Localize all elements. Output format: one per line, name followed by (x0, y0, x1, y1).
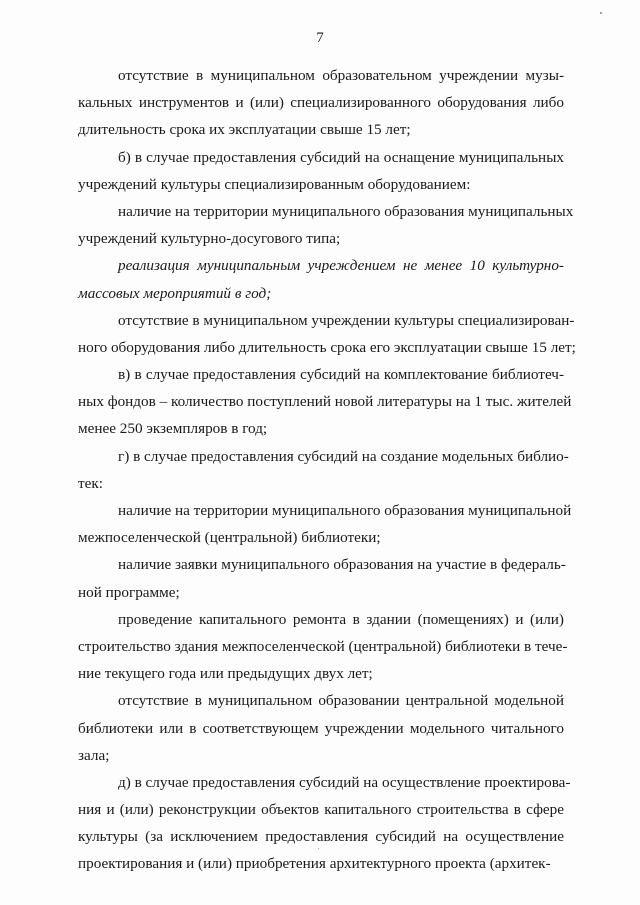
scan-speck (600, 12, 602, 14)
text-line: библиотеки или в соответствующем учреждении модельного читального (78, 719, 564, 737)
text-line: б) в случае предоставления субсидий на оснащение муниципальных (118, 148, 564, 166)
paragraph (78, 62, 564, 144)
text-line: наличие на территории муниципального образования муниципальной (118, 502, 572, 519)
paragraph (78, 497, 572, 551)
text-line: в) в случае предоставления субсидий на комплектование библиотеч- (118, 366, 564, 384)
paragraph (78, 687, 564, 769)
text-line: наличие на территории муниципального образования муниципальных (118, 202, 574, 220)
paragraph (78, 769, 571, 878)
document-body (78, 62, 576, 878)
text-line: тек: (78, 474, 103, 492)
text-line: учреждений культурно-досугового типа; (78, 230, 341, 248)
text-line: межпоселенческой (центральной) библиотеки; (78, 529, 381, 547)
text-line: ние текущего года или предыдущих двух лет; (78, 665, 373, 683)
text-line: массовых мероприятий в год; (78, 284, 272, 302)
text-line: менее 250 экземпляров в год; (78, 420, 268, 438)
paragraph (78, 198, 574, 252)
text-line: проведение капитального ремонта в здании (помещениях) и (или) (118, 610, 564, 628)
paragraph (78, 144, 564, 198)
text-line: отсутствие в муниципальном образовательном учреждении музы- (118, 67, 564, 84)
text-line: ных фондов – количество поступлений новой литературы на 1 тыс. жителей (78, 393, 572, 411)
text-line: д) в случае предоставления субсидий на осуществление проектирова- (118, 773, 571, 791)
text-line: проектирования и (или) приобретения архитектурного проекта (архитек- (78, 855, 551, 873)
paragraph (78, 252, 564, 306)
page-number: 7 (316, 30, 324, 46)
text-line: кальных инструментов и (или) специализированного оборудования либо (78, 94, 564, 112)
text-line: ния и (или) реконструкции объектов капитального строительства в сфере (78, 801, 564, 819)
paragraph (78, 551, 564, 605)
text-line: культуры (за исключением предоставления субсидий на осуществление (78, 828, 564, 846)
text-line: ного оборудования либо длительность срока его эксплуатации свыше 15 лет; (78, 338, 576, 356)
text-line: ной программе; (78, 583, 180, 601)
text-line: учреждений культуры специализированным оборудованием: (78, 175, 471, 193)
scan-speck (318, 848, 319, 849)
paragraph (78, 606, 568, 688)
text-line: зала; (78, 746, 110, 764)
text-line: длительность срока их эксплуатации свыше 15 лет; (78, 121, 411, 139)
paragraph (78, 443, 569, 497)
text-line: реализация муниципальным учреждением не менее 10 культурно- (118, 257, 564, 275)
text-line: отсутствие в муниципальном учреждении культуры специализирован- (118, 311, 575, 329)
text-line: наличие заявки муниципального образования на участие в федераль- (118, 556, 566, 574)
paragraph (78, 307, 576, 361)
text-line: г) в случае предоставления субсидий на создание модельных библио- (118, 447, 569, 465)
paragraph (78, 361, 572, 443)
text-line: строительство здания межпоселенческой (центральной) библиотеки в тече- (78, 637, 568, 655)
text-line: отсутствие в муниципальном образовании центральной модельной (118, 692, 564, 710)
